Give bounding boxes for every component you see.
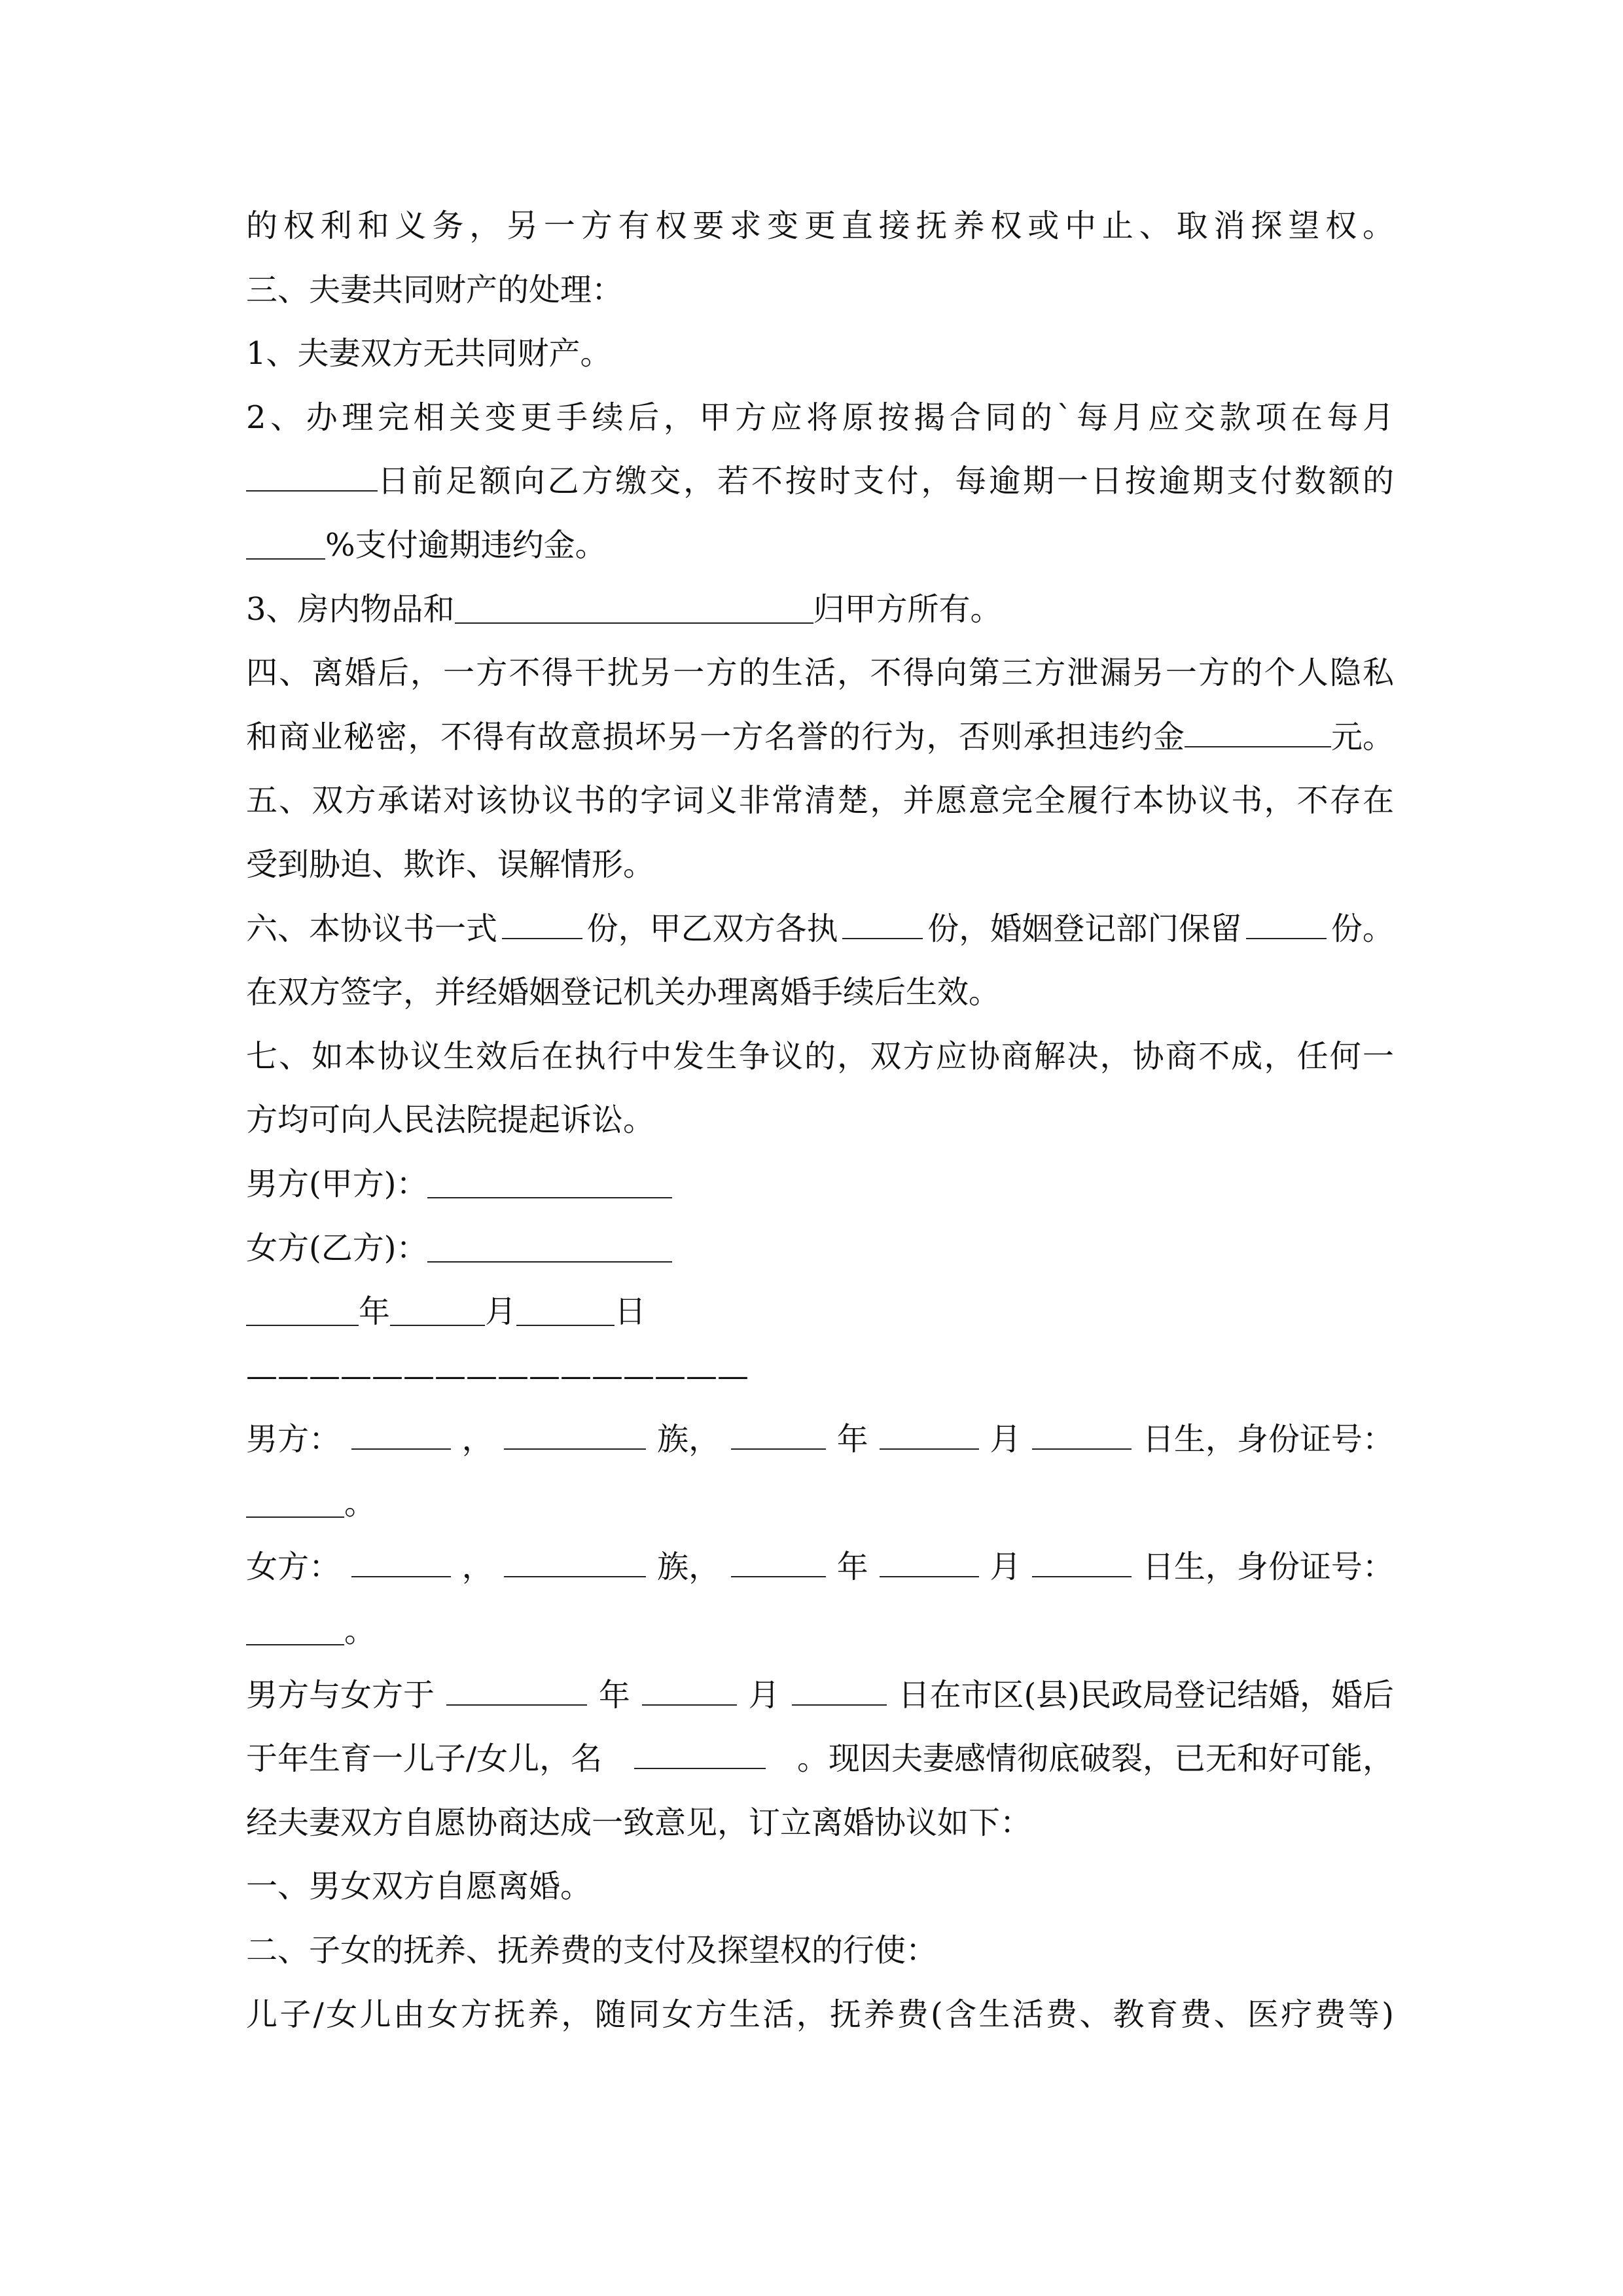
text: 日前足额向乙方缴交，若不按时支付，每逾期一日按逾期支付数额的	[378, 463, 1394, 500]
text: 日	[615, 1293, 647, 1331]
text: 年	[359, 1293, 391, 1331]
text-line: 五、双方承诺对该协议书的字词义非常清楚，并愿意完全履行本协议书，不存在	[246, 782, 1394, 819]
female-info-line	[246, 1535, 1394, 1600]
blank-field	[1185, 745, 1331, 747]
male-info-line	[246, 1408, 1394, 1472]
text-line: 儿子/女儿由女方抚养，随同女方生活，抚养费(含生活费、教育费、医疗费等)	[246, 1996, 1394, 2033]
text-line: 方均可向人民法院提起诉讼。	[246, 1102, 655, 1139]
text-line	[246, 1600, 1394, 1664]
text-line	[246, 514, 1394, 578]
text: 。	[344, 1613, 376, 1650]
text: 归甲方所有。	[813, 590, 1002, 628]
blank-field	[246, 1324, 359, 1326]
text-line	[246, 706, 1394, 770]
text-line: 1、夫妻双方无共同财产。	[246, 335, 612, 372]
text: 份。	[1330, 910, 1394, 947]
text-line	[246, 1727, 1394, 1791]
blank-field	[502, 937, 582, 939]
blank-field	[390, 1324, 485, 1326]
text: 于年生育一儿子/女儿，名	[246, 1740, 603, 1778]
text-line	[246, 1664, 1394, 1728]
text: 日在市区(县)民政局登记结婚，婚后	[898, 1676, 1394, 1713]
blank-field	[634, 1767, 766, 1769]
blank-field	[246, 1516, 344, 1518]
text: 年	[836, 1421, 868, 1458]
text-line: 在双方签字，并经婚姻登记机关办理离婚手续后生效。	[246, 974, 1001, 1011]
blank-field	[1032, 1575, 1132, 1577]
text: 女方：	[246, 1549, 341, 1586]
agreement-document	[246, 194, 1394, 2047]
text-line	[246, 578, 1394, 642]
text: 。	[344, 1484, 376, 1522]
text-line: 2、办理完相关变更手续后，甲方应将原按揭合同的`每月应交款项在每月	[246, 399, 1394, 436]
blank-field	[731, 1448, 826, 1450]
text: ，	[461, 1549, 493, 1586]
divider: ————————————————	[246, 1357, 749, 1394]
text: 月	[485, 1293, 517, 1331]
text: 。现因夫妻感情彻底破裂，已无和好可能，	[796, 1740, 1394, 1778]
blank-field	[246, 1643, 344, 1645]
blank-field	[1032, 1448, 1132, 1450]
blank-field	[246, 490, 378, 492]
text: 份，甲乙双方各执	[586, 910, 838, 947]
text: 份，婚姻登记部门保留	[927, 910, 1242, 947]
text: 月	[990, 1421, 1022, 1458]
text: 六、本协议书一式	[246, 910, 498, 947]
text: 3、房内物品和	[246, 590, 455, 628]
signature-female	[246, 1217, 1394, 1281]
text: 男方与女方于	[246, 1676, 435, 1713]
blank-field	[446, 1704, 587, 1706]
text: 和商业秘密，不得有故意损坏另一方名誉的行为，否则承担违约金	[246, 718, 1185, 755]
blank-field	[1246, 937, 1327, 939]
blank-field	[504, 1575, 646, 1577]
text-line: 七、如本协议生效后在执行中发生争议的，双方应协商解决，协商不成，任何一	[246, 1037, 1394, 1075]
text-line: 经夫妻双方自愿协商达成一致意见，订立离婚协议如下：	[246, 1804, 1032, 1841]
blank-field	[880, 1448, 979, 1450]
blank-field	[731, 1575, 826, 1577]
label: 女方(乙方)：	[246, 1229, 428, 1266]
text-line: 四、离婚后，一方不得干扰另一方的生活，不得向第三方泄漏另一方的个人隐私	[246, 655, 1394, 692]
text: 元。	[1330, 718, 1394, 755]
text: 日生，身份证号：	[1142, 1421, 1394, 1458]
text: ，	[461, 1421, 493, 1458]
text: 月	[990, 1549, 1022, 1586]
blank-field	[455, 622, 813, 624]
label: 男方(甲方)：	[246, 1165, 428, 1202]
blank-field	[427, 1261, 672, 1263]
text: 日生，身份证号：	[1142, 1549, 1394, 1586]
text: 男方：	[246, 1421, 341, 1458]
blank-field	[880, 1575, 979, 1577]
text: 族，	[657, 1549, 721, 1586]
text-line	[246, 450, 1394, 514]
text-line	[246, 897, 1394, 961]
section-heading: 二、子女的抚养、抚养费的支付及探望权的行使：	[246, 1932, 938, 1969]
text: 年	[836, 1549, 868, 1586]
text: 族，	[657, 1421, 721, 1458]
signature-male	[246, 1153, 1394, 1217]
blank-field	[842, 937, 923, 939]
blank-field	[792, 1704, 887, 1706]
text-line: 一、男女双方自愿离婚。	[246, 1868, 592, 1905]
text: 月	[748, 1676, 780, 1713]
text: %支付逾期违约金。	[325, 526, 607, 564]
blank-field	[427, 1196, 672, 1198]
blank-field	[642, 1704, 737, 1706]
text-line	[246, 1472, 1394, 1536]
text-line: 受到胁迫、欺诈、误解情形。	[246, 846, 655, 883]
blank-field	[504, 1448, 646, 1450]
section-heading: 三、夫妻共同财产的处理：	[246, 271, 624, 308]
blank-field	[516, 1324, 615, 1326]
text: 年	[598, 1676, 630, 1713]
text-line: 的权利和义务，另一方有权要求变更直接抚养权或中止、取消探望权。	[246, 207, 1394, 244]
date-line	[246, 1280, 1394, 1344]
blank-field	[246, 558, 325, 560]
blank-field	[351, 1575, 451, 1577]
blank-field	[351, 1448, 451, 1450]
